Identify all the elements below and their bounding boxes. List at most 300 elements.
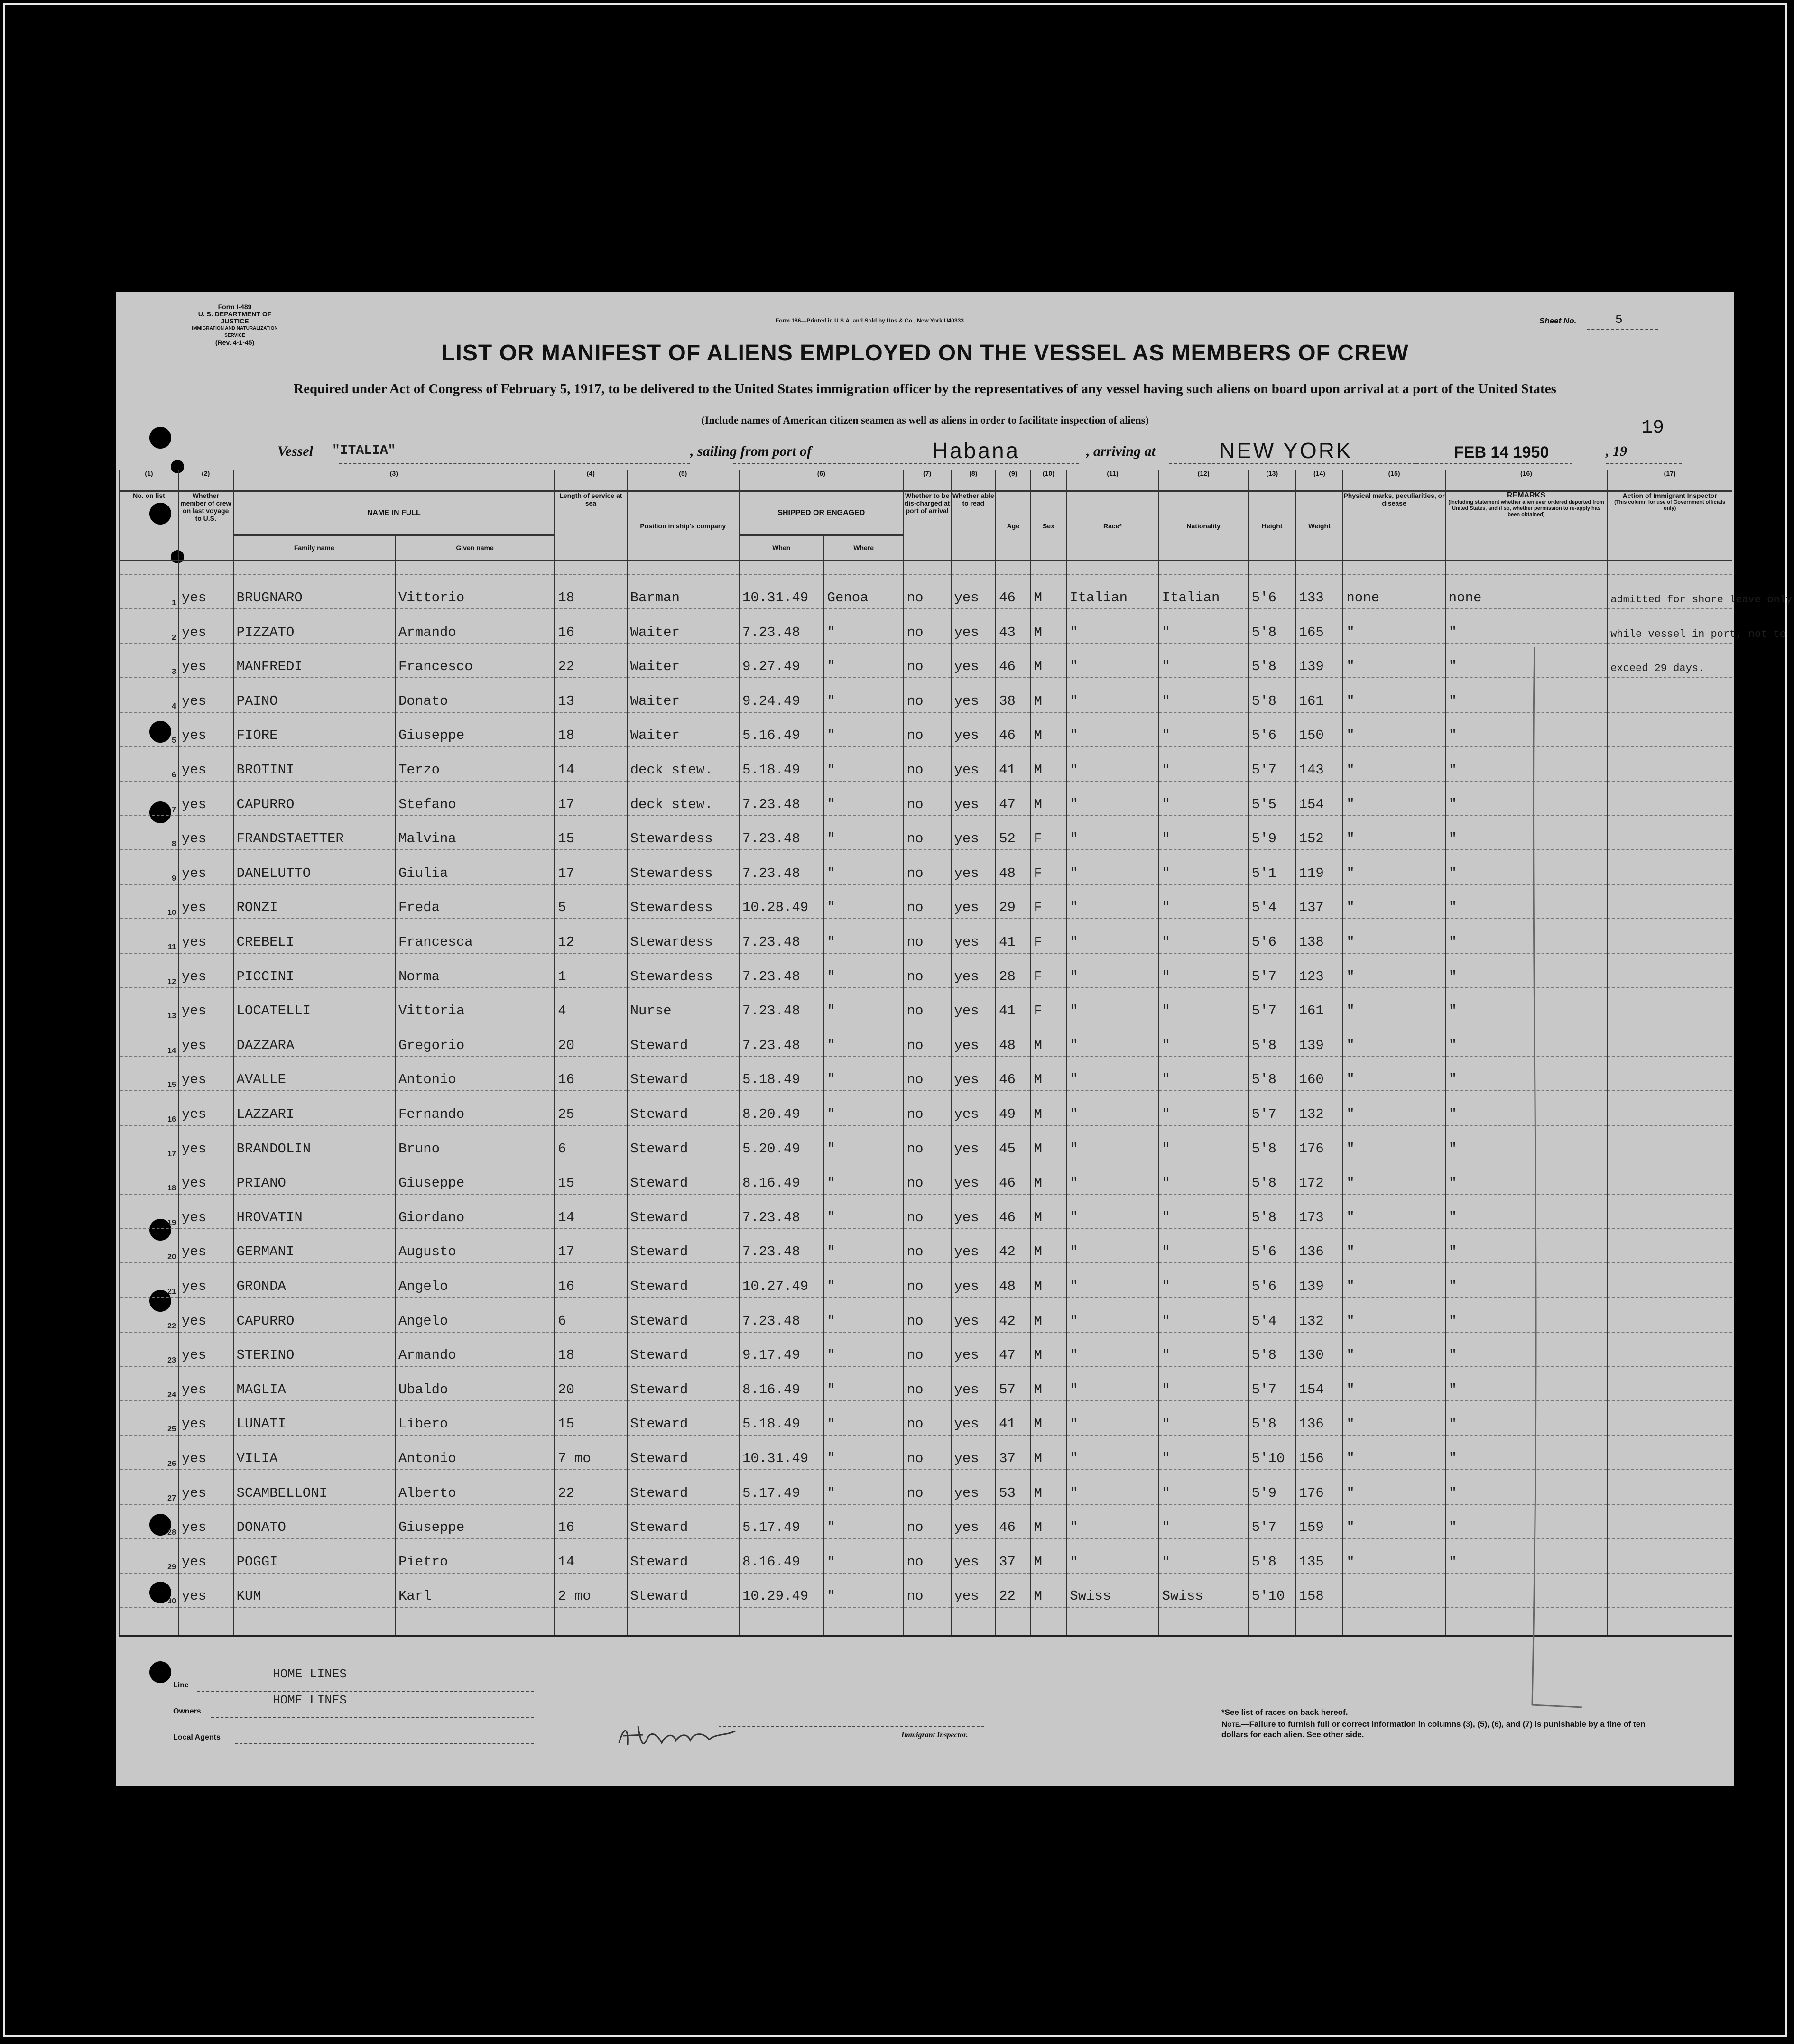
- col-race: Race*: [1066, 491, 1158, 561]
- physical-marks: ": [1343, 1022, 1445, 1057]
- col-10-num: (10): [1031, 470, 1067, 491]
- length-of-service: 14: [555, 1194, 627, 1229]
- table-row: [120, 1194, 1732, 1229]
- shipped-where: ": [824, 1332, 904, 1367]
- sex: M: [1031, 1504, 1067, 1539]
- shipped-when: 7.23.48: [739, 816, 824, 850]
- page-subtitle: Required under Act of Congress of February 5, 1917, to be delivered to the United States immigration officer by the representatives of any vessel having such aliens on board upon arrival at a port of the United States: [294, 381, 1556, 396]
- race: ": [1066, 1435, 1158, 1470]
- height: 5'7: [1248, 1504, 1296, 1539]
- weight: 173: [1296, 1194, 1343, 1229]
- length-of-service: 15: [555, 1160, 627, 1195]
- shipped-when: 5.16.49: [739, 712, 824, 747]
- weight: 133: [1296, 575, 1343, 609]
- discharged: no: [904, 1538, 951, 1573]
- col-given-name: Given name: [395, 535, 555, 561]
- position: deck stew.: [627, 781, 739, 816]
- remarks: ": [1445, 953, 1607, 988]
- shipped-when: 7.23.48: [739, 988, 824, 1022]
- crew-last-voyage: yes: [178, 1435, 233, 1470]
- physical-marks: ": [1343, 644, 1445, 678]
- col-5-num: (5): [627, 470, 739, 491]
- height: 5'9: [1248, 1470, 1296, 1504]
- sex: M: [1031, 1366, 1067, 1401]
- table-row: [120, 1263, 1732, 1298]
- age: 41: [996, 919, 1031, 953]
- nationality: ": [1159, 1366, 1248, 1401]
- height: 5'7: [1248, 988, 1296, 1022]
- weight: 130: [1296, 1332, 1343, 1367]
- inspector-action: [1607, 988, 1732, 1022]
- weight: 137: [1296, 884, 1343, 919]
- sex: F: [1031, 953, 1067, 988]
- nationality: ": [1159, 850, 1248, 884]
- family-name: RONZI: [233, 884, 395, 919]
- physical-marks: ": [1343, 1332, 1445, 1367]
- shipped-when: 5.18.49: [739, 1057, 824, 1091]
- shipped-when: 5.20.49: [739, 1125, 824, 1160]
- race: ": [1066, 1332, 1158, 1367]
- length-of-service: 13: [555, 678, 627, 712]
- shipped-when: 7.23.48: [739, 1194, 824, 1229]
- height: 5'6: [1248, 1229, 1296, 1263]
- shipped-when: 10.27.49: [739, 1263, 824, 1298]
- penalty-note: [1221, 1719, 1648, 1740]
- shipped-when: 8.16.49: [739, 1366, 824, 1401]
- form-number: Form I-489: [218, 303, 252, 311]
- crew-last-voyage: yes: [178, 781, 233, 816]
- shipped-when: 5.18.49: [739, 746, 824, 781]
- shipped-when: 8.20.49: [739, 1091, 824, 1125]
- position: Steward: [627, 1194, 739, 1229]
- col-8-num: (8): [951, 470, 996, 491]
- crew-last-voyage: yes: [178, 1125, 233, 1160]
- shipped-where: ": [824, 1538, 904, 1573]
- sex: M: [1031, 644, 1067, 678]
- inspector-action: while vessel in port, not to: [1607, 609, 1732, 644]
- crew-last-voyage: yes: [178, 816, 233, 850]
- length-of-service: 16: [555, 1057, 627, 1091]
- height: 5'4: [1248, 1298, 1296, 1332]
- age: 41: [996, 746, 1031, 781]
- table-row: [120, 919, 1732, 953]
- inspector-action: [1607, 884, 1732, 919]
- weight: 132: [1296, 1298, 1343, 1332]
- physical-marks: ": [1343, 1470, 1445, 1504]
- length-of-service: 20: [555, 1022, 627, 1057]
- family-name: PIZZATO: [233, 609, 395, 644]
- race: ": [1066, 988, 1158, 1022]
- crew-last-voyage: yes: [178, 1229, 233, 1263]
- row-number: 4: [120, 678, 178, 712]
- height: 5'8: [1248, 1194, 1296, 1229]
- sex: M: [1031, 712, 1067, 747]
- inspector-action: exceed 29 days.: [1607, 644, 1732, 678]
- length-of-service: 17: [555, 850, 627, 884]
- height: 5'8: [1248, 1401, 1296, 1436]
- position: Nurse: [627, 988, 739, 1022]
- nationality: ": [1159, 1298, 1248, 1332]
- nationality: ": [1159, 1470, 1248, 1504]
- arriving-label: , arriving at: [1086, 443, 1156, 459]
- physical-marks: ": [1343, 1160, 1445, 1195]
- inspector-action: [1607, 1401, 1732, 1436]
- able-to-read: yes: [951, 1263, 996, 1298]
- height: 5'6: [1248, 575, 1296, 609]
- physical-marks: ": [1343, 1435, 1445, 1470]
- remarks: ": [1445, 1435, 1607, 1470]
- length-of-service: 22: [555, 644, 627, 678]
- shipped-where: ": [824, 781, 904, 816]
- length-of-service: 4: [555, 988, 627, 1022]
- length-of-service: 12: [555, 919, 627, 953]
- position: Steward: [627, 1366, 739, 1401]
- family-name: AVALLE: [233, 1057, 395, 1091]
- inspector-action: [1607, 1229, 1732, 1263]
- table-row: [120, 953, 1732, 988]
- position: Waiter: [627, 712, 739, 747]
- row-number: 19: [120, 1194, 178, 1229]
- shipped-when: 5.17.49: [739, 1470, 824, 1504]
- printer-line: Form 186—Printed in U.S.A. and Sold by Uns & Co., New York U40333: [776, 317, 964, 324]
- given-name: Giuseppe: [395, 1160, 555, 1195]
- able-to-read: yes: [951, 575, 996, 609]
- manifest-sheet: [116, 292, 1793, 1786]
- table-row: [120, 850, 1732, 884]
- given-name: Donato: [395, 678, 555, 712]
- row-number: 10: [120, 884, 178, 919]
- position: Steward: [627, 1504, 739, 1539]
- row-number: 3: [120, 644, 178, 678]
- physical-marks: ": [1343, 1125, 1445, 1160]
- position: Steward: [627, 1229, 739, 1263]
- header-row-numbers: [120, 470, 1732, 491]
- weight: 159: [1296, 1504, 1343, 1539]
- col-2-num: (2): [178, 470, 233, 491]
- shipped-when: 8.16.49: [739, 1160, 824, 1195]
- col-6-num: (6): [739, 470, 904, 491]
- remarks: ": [1445, 1298, 1607, 1332]
- able-to-read: yes: [951, 644, 996, 678]
- col-3-num: (3): [233, 470, 555, 491]
- remarks: ": [1445, 644, 1607, 678]
- discharged: no: [904, 1022, 951, 1057]
- given-name: Freda: [395, 884, 555, 919]
- position: Steward: [627, 1401, 739, 1436]
- col-family-name: Family name: [233, 535, 395, 561]
- able-to-read: yes: [951, 1470, 996, 1504]
- inspector-action: [1607, 1504, 1732, 1539]
- table-row: [120, 644, 1732, 678]
- shipped-when: 9.27.49: [739, 644, 824, 678]
- row-number: 18: [120, 1160, 178, 1195]
- spacer-row: [120, 561, 1732, 575]
- inspector-action: [1607, 816, 1732, 850]
- row-number: 6: [120, 746, 178, 781]
- row-number: 2: [120, 609, 178, 644]
- age: 52: [996, 816, 1031, 850]
- row-number: 29: [120, 1538, 178, 1573]
- crew-last-voyage: yes: [178, 953, 233, 988]
- height: 5'8: [1248, 1160, 1296, 1195]
- race: ": [1066, 884, 1158, 919]
- remarks: ": [1445, 1091, 1607, 1125]
- length-of-service: 18: [555, 1332, 627, 1367]
- shipped-where: ": [824, 884, 904, 919]
- shipped-where: ": [824, 1160, 904, 1195]
- height: 5'7: [1248, 746, 1296, 781]
- row-number: 9: [120, 850, 178, 884]
- remarks: ": [1445, 919, 1607, 953]
- crew-last-voyage: yes: [178, 1504, 233, 1539]
- shipped-when: 7.23.48: [739, 1022, 824, 1057]
- table-row: [120, 781, 1732, 816]
- shipped-where: ": [824, 816, 904, 850]
- discharged: no: [904, 1435, 951, 1470]
- inspector-action: [1607, 953, 1732, 988]
- remarks: ": [1445, 1401, 1607, 1436]
- owners-label: Owners: [173, 1707, 201, 1715]
- row-number: 28: [120, 1504, 178, 1539]
- height: 5'4: [1248, 884, 1296, 919]
- inspector-action: [1607, 1435, 1732, 1470]
- position: Stewardess: [627, 850, 739, 884]
- able-to-read: yes: [951, 1573, 996, 1608]
- height: 5'8: [1248, 644, 1296, 678]
- col-weight: Weight: [1296, 491, 1343, 561]
- able-to-read: yes: [951, 1332, 996, 1367]
- age: 28: [996, 953, 1031, 988]
- given-name: Gregorio: [395, 1022, 555, 1057]
- nationality: ": [1159, 712, 1248, 747]
- given-name: Vittoria: [395, 988, 555, 1022]
- table-row: [120, 1332, 1732, 1367]
- given-name: Francesco: [395, 644, 555, 678]
- crew-last-voyage: yes: [178, 678, 233, 712]
- sex: M: [1031, 1435, 1067, 1470]
- able-to-read: yes: [951, 1057, 996, 1091]
- given-name: Alberto: [395, 1470, 555, 1504]
- col-no-on-list: No. on list: [120, 491, 178, 561]
- position: Steward: [627, 1263, 739, 1298]
- length-of-service: 14: [555, 1538, 627, 1573]
- height: 5'6: [1248, 712, 1296, 747]
- remarks: ": [1445, 1160, 1607, 1195]
- able-to-read: yes: [951, 850, 996, 884]
- remarks: ": [1445, 712, 1607, 747]
- nationality: ": [1159, 1263, 1248, 1298]
- shipped-when: 5.17.49: [739, 1504, 824, 1539]
- discharged: no: [904, 1229, 951, 1263]
- shipped-where: ": [824, 1057, 904, 1091]
- discharged: no: [904, 712, 951, 747]
- given-name: Francesca: [395, 919, 555, 953]
- physical-marks: ": [1343, 1194, 1445, 1229]
- age: 46: [996, 1504, 1031, 1539]
- physical-marks: ": [1343, 781, 1445, 816]
- shipped-where: ": [824, 678, 904, 712]
- able-to-read: yes: [951, 1366, 996, 1401]
- table-row: [120, 1538, 1732, 1573]
- shipped-when: 7.23.48: [739, 953, 824, 988]
- remarks: ": [1445, 1022, 1607, 1057]
- row-number: 27: [120, 1470, 178, 1504]
- nationality: ": [1159, 1091, 1248, 1125]
- inspector-action: [1607, 1332, 1732, 1367]
- family-name: GRONDA: [233, 1263, 395, 1298]
- crew-last-voyage: yes: [178, 1298, 233, 1332]
- col-14-num: (14): [1296, 470, 1343, 491]
- remarks: ": [1445, 884, 1607, 919]
- age: 46: [996, 644, 1031, 678]
- nationality: ": [1159, 781, 1248, 816]
- age: 37: [996, 1538, 1031, 1573]
- nationality: ": [1159, 1229, 1248, 1263]
- age: 41: [996, 988, 1031, 1022]
- given-name: Antonio: [395, 1057, 555, 1091]
- race: ": [1066, 1022, 1158, 1057]
- col-4-num: (4): [555, 470, 627, 491]
- family-name: LOCATELLI: [233, 988, 395, 1022]
- punch-hole: [149, 1661, 171, 1683]
- position: Steward: [627, 1091, 739, 1125]
- height: 5'9: [1248, 816, 1296, 850]
- given-name: Armando: [395, 1332, 555, 1367]
- discharged: no: [904, 953, 951, 988]
- race: ": [1066, 1504, 1158, 1539]
- crew-manifest-table: [119, 470, 1793, 1637]
- col-name-in-full: NAME IN FULL: [233, 491, 555, 535]
- given-name: Antonio: [395, 1435, 555, 1470]
- age: 48: [996, 1263, 1031, 1298]
- family-name: PAINO: [233, 678, 395, 712]
- table-row: [120, 1160, 1732, 1195]
- length-of-service: 18: [555, 712, 627, 747]
- physical-marks: ": [1343, 712, 1445, 747]
- vessel-label: Vessel: [277, 443, 313, 459]
- race: ": [1066, 850, 1158, 884]
- col-age: Age: [996, 491, 1031, 561]
- weight: 135: [1296, 1538, 1343, 1573]
- discharged: no: [904, 1160, 951, 1195]
- punch-hole: [149, 427, 171, 449]
- able-to-read: yes: [951, 1298, 996, 1332]
- race: ": [1066, 1538, 1158, 1573]
- table-row: [120, 884, 1732, 919]
- length-of-service: 16: [555, 609, 627, 644]
- inspector-action: admitted for shore leave only: [1607, 575, 1732, 609]
- age: 29: [996, 884, 1031, 919]
- family-name: MANFREDI: [233, 644, 395, 678]
- discharged: no: [904, 781, 951, 816]
- weight: 154: [1296, 781, 1343, 816]
- sex: M: [1031, 1022, 1067, 1057]
- position: Steward: [627, 1057, 739, 1091]
- nationality: ": [1159, 1022, 1248, 1057]
- row-number: 23: [120, 1332, 178, 1367]
- physical-marks: ": [1343, 1298, 1445, 1332]
- given-name: Angelo: [395, 1263, 555, 1298]
- remarks: ": [1445, 746, 1607, 781]
- discharged: no: [904, 884, 951, 919]
- sex: F: [1031, 816, 1067, 850]
- shipped-when: 9.24.49: [739, 678, 824, 712]
- remarks: ": [1445, 609, 1607, 644]
- weight: 139: [1296, 1022, 1343, 1057]
- discharged: no: [904, 1298, 951, 1332]
- discharged: no: [904, 1366, 951, 1401]
- crew-last-voyage: yes: [178, 1194, 233, 1229]
- crew-last-voyage: yes: [178, 1160, 233, 1195]
- length-of-service: 17: [555, 781, 627, 816]
- header-row-titles: [120, 491, 1732, 535]
- shipped-when: 10.29.49: [739, 1573, 824, 1608]
- table-row: [120, 1022, 1732, 1057]
- position: Steward: [627, 1160, 739, 1195]
- shipped-when: 7.23.48: [739, 781, 824, 816]
- remarks: ": [1445, 1229, 1607, 1263]
- age: 42: [996, 1229, 1031, 1263]
- sex: M: [1031, 1160, 1067, 1195]
- height: 5'8: [1248, 1332, 1296, 1367]
- weight: 136: [1296, 1229, 1343, 1263]
- revision: (Rev. 4-1-45): [215, 339, 255, 346]
- family-name: DONATO: [233, 1504, 395, 1539]
- row-number: 16: [120, 1091, 178, 1125]
- family-name: PICCINI: [233, 953, 395, 988]
- line-label: Line: [173, 1681, 189, 1689]
- given-name: Fernando: [395, 1091, 555, 1125]
- table-row: [120, 1504, 1732, 1539]
- given-name: Norma: [395, 953, 555, 988]
- race: ": [1066, 1366, 1158, 1401]
- col-13-num: (13): [1248, 470, 1296, 491]
- department: U. S. DEPARTMENT OF JUSTICE: [198, 310, 272, 325]
- weight: 176: [1296, 1125, 1343, 1160]
- discharged: no: [904, 1470, 951, 1504]
- discharged: no: [904, 1401, 951, 1436]
- able-to-read: yes: [951, 1125, 996, 1160]
- sex: F: [1031, 919, 1067, 953]
- race: ": [1066, 953, 1158, 988]
- shipped-where: ": [824, 1125, 904, 1160]
- sheet-label: Sheet No.: [1539, 316, 1577, 325]
- family-name: FRANDSTAETTER: [233, 816, 395, 850]
- col-1-num: (1): [120, 470, 178, 491]
- col-height: Height: [1248, 491, 1296, 561]
- table-row: [120, 1470, 1732, 1504]
- sex: M: [1031, 1573, 1067, 1608]
- shipped-where: ": [824, 1435, 904, 1470]
- able-to-read: yes: [951, 746, 996, 781]
- height: 5'1: [1248, 850, 1296, 884]
- position: Waiter: [627, 609, 739, 644]
- given-name: Malvina: [395, 816, 555, 850]
- inspector-action: [1607, 1022, 1732, 1057]
- length-of-service: 20: [555, 1366, 627, 1401]
- family-name: PRIANO: [233, 1160, 395, 1195]
- shipped-when: 5.18.49: [739, 1401, 824, 1436]
- shipped-when: 10.31.49: [739, 1435, 824, 1470]
- height: 5'5: [1248, 781, 1296, 816]
- age: 46: [996, 1057, 1031, 1091]
- family-name: LAZZARI: [233, 1091, 395, 1125]
- remarks: ": [1445, 1332, 1607, 1367]
- family-name: VILIA: [233, 1435, 395, 1470]
- nationality: ": [1159, 953, 1248, 988]
- inspector-action: [1607, 1160, 1732, 1195]
- height: 5'8: [1248, 1022, 1296, 1057]
